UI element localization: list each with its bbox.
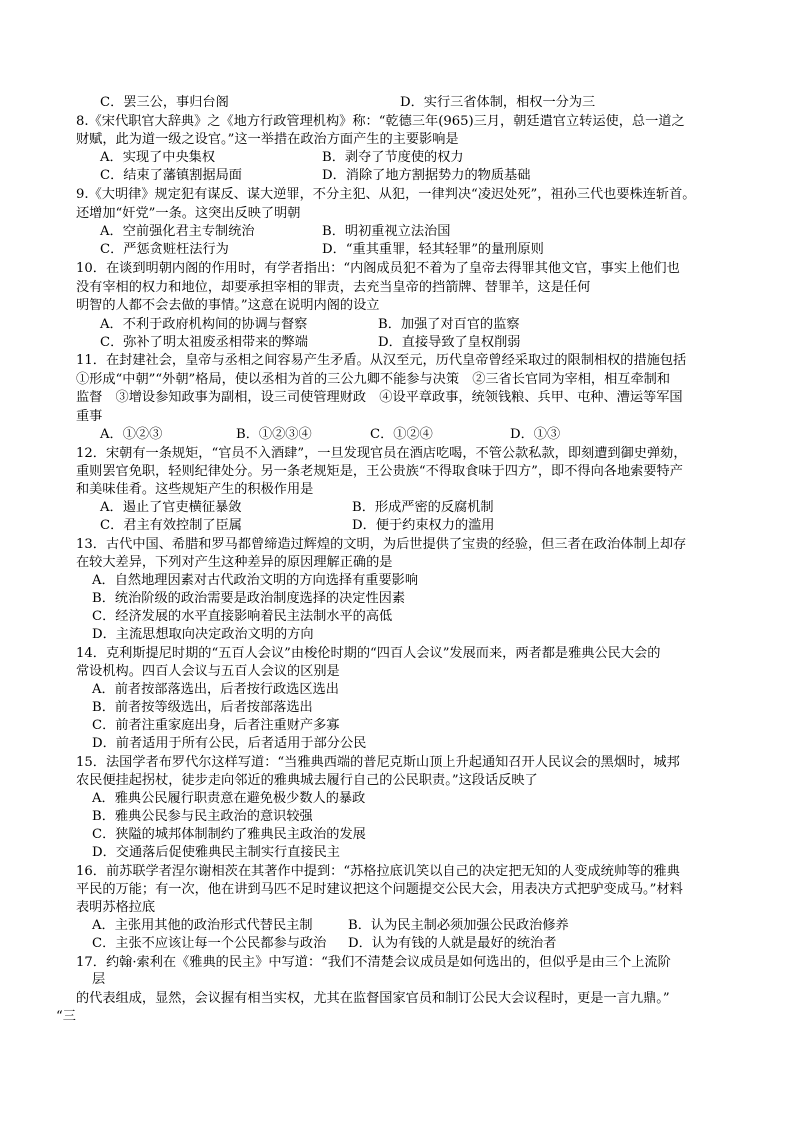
- q11-option-b: B．①②③④: [236, 427, 312, 442]
- q9-stem-line2: 还增加“奸党”一条。这突出反映了明朝: [76, 206, 301, 221]
- q11-option-a: A．①②③: [100, 427, 163, 442]
- q14-option-a: A．前者按部落选出，后者按行政选区选出: [92, 682, 339, 697]
- q13-option-a: A．自然地理因素对古代政治文明的方向选择有重要影响: [92, 573, 419, 588]
- q14-option-d: D．前者适用于所有公民，后者适用于部分公民: [92, 736, 367, 751]
- q12-option-a: A．遏止了官吏横征暴敛: [100, 500, 242, 515]
- q9-option-d: D．“重其重罪，轻其轻罪”的量刑原则: [322, 242, 544, 257]
- q16-stem-line3: 表明苏格拉底: [76, 900, 156, 915]
- q10-stem-line2: 没有宰相的权力和地位，却要承担宰相的罪责，去充当皇帝的挡箭牌、替罪羊，这是任何: [76, 280, 591, 295]
- q15-option-a: A．雅典公民履行职责意在避免极少数人的暴政: [92, 791, 366, 806]
- q15-stem-line2: 农民便挂起拐杖，徒步走向邻近的雅典城去履行自己的公民职责。”这段话反映了: [76, 773, 538, 788]
- q15-stem-line1: 15．法国学者布罗代尔这样写道：“当雅典西端的普尼克斯山顶上升起通知召开人民议会的黑烟时，城邦: [76, 755, 680, 770]
- q8-option-c: C．结束了藩镇割据局面: [100, 168, 242, 183]
- q16-stem-line2: 平民的万能；有一次，他在讲到马匹不足时建议把这个问题提交公民大会，用表决方式把驴变成马。”材料: [76, 882, 683, 897]
- q15-option-b: B．雅典公民参与民主政治的意识较强: [92, 809, 313, 824]
- q10-option-a: A．不利于政府机构间的协调与督察: [100, 317, 308, 332]
- q7-option-c: C．罢三公，事归台阁: [100, 95, 229, 110]
- q17-stem-line2: 层: [92, 972, 106, 987]
- q8-option-a: A．实现了中央集权: [100, 150, 216, 165]
- q9-option-b: B．明初重视立法治国: [322, 224, 451, 239]
- q10-option-c: C．弥补了明太祖废丞相带来的弊端: [100, 335, 308, 350]
- q16-option-a: A．主张用其他的政治形式代替民主制: [92, 918, 313, 933]
- q16-option-c: C．主张不应该让每一个公民都参与政治: [92, 936, 327, 951]
- q17-stem-line3: 的代表组成，显然，会议握有相当实权，尤其在监督国家官员和制订公民大会议程时，更是一言九鼎。”: [76, 991, 670, 1006]
- q8-stem-line2: 财赋，此为道一级之设官。”这一举措在政治方面产生的主要影响是: [76, 132, 459, 147]
- q10-stem-line3: 明智的人都不会去做的事情。”这意在说明内阁的设立: [76, 298, 380, 313]
- q9-option-c: C．严惩贪赃枉法行为: [100, 242, 229, 257]
- q12-stem-line1: 12．宋朝有一条规矩，“官员不入酒肆”，一旦发现官员在酒店吃喝，不管公款私款，即刻遭到御史弹劾，: [76, 446, 687, 461]
- q12-option-d: D．便于约束权力的滥用: [352, 518, 495, 533]
- q13-stem-line1: 13．古代中国、希腊和罗马都曾缔造过辉煌的文明，为后世提供了宝贵的经验，但三者在政治体制上却存: [76, 537, 687, 552]
- q11-stem-line1: 11．在封建社会，皇帝与丞相之间容易产生矛盾。从汉至元，历代皇帝曾经采取过的限制相权的措施包括: [76, 353, 687, 368]
- q17-stem-line1: 17．约翰·索利在《雅典的民主》中写道：“我们不清楚会议成员是如何选出的，但似乎是由三个上流阶: [76, 955, 671, 970]
- q13-option-d: D．主流思想取向决定政治文明的方向: [92, 627, 314, 642]
- q8-stem-line1: 8.《宋代职官大辞典》之《地方行政管理机构》称：“乾德三年(965)三月，朝廷遣官立转运使，总一道之: [76, 114, 685, 129]
- q12-stem-line2: 重则罢官免职，轻则纪律处分。另一条老规矩是，王公贵族“不得取食味于四方”，即不得向各地索要特产: [76, 464, 683, 479]
- q10-option-b: B．加强了对百官的监察: [378, 317, 520, 332]
- q16-option-d: D．认为有钱的人就是最好的统治者: [348, 936, 557, 951]
- q12-option-c: C．君主有效控制了臣属: [100, 518, 242, 533]
- q13-option-b: B．统治阶级的政治需要是政治制度选择的决定性因素: [92, 591, 406, 606]
- q14-option-c: C．前者注重家庭出身，后者注重财产多寡: [92, 718, 340, 733]
- q9-option-a: A．空前强化君主专制统治: [100, 224, 255, 239]
- q15-option-d: D．交通落后促使雅典民主制实行直接民主: [92, 845, 340, 860]
- q16-stem-line1: 16．前苏联学者涅尔谢相茨在其著作中提到：“苏格拉底讥笑以自己的决定把无知的人变成统帅等的雅典: [76, 864, 680, 879]
- q11-stem-line2: ①形成“中朝”“外朝”格局，使以丞相为首的三公九卿不能参与决策 ②三省长官同为宰相，相互牵制和: [76, 372, 671, 387]
- q11-stem-line4: 重事: [76, 409, 103, 424]
- q12-option-b: B．形成严密的反腐机制: [352, 500, 494, 515]
- q10-stem-line1: 10．在谈到明朝内阁的作用时，有学者指出：“内阁成员犯不着为了皇帝去得罪其他文官，事实上他们也: [76, 261, 680, 276]
- q11-stem-line3: 监督 ③增设参知政事为副相，设三司使管理财政 ④设平章政事，统领钱粮、兵甲、屯种、漕运等军国: [76, 390, 683, 405]
- q13-stem-line2: 在较大差异，下列对产生这种差异的原因理解正确的是: [76, 555, 393, 570]
- q9-stem-line1: 9.《大明律》规定犯有谋反、谋大逆罪，不分主犯、从犯，一律判决“凌迟处死”，祖孙三代也要株连斩首。: [76, 187, 696, 202]
- q10-option-d: D．直接导致了皇权削弱: [378, 335, 521, 350]
- q11-option-d: D．①③: [510, 427, 561, 442]
- q14-stem-line1: 14．克利斯提尼时期的“五百人会议”由梭伦时期的“四百人会议”发展而来，两者都是雅典公民大会的: [76, 646, 661, 661]
- q8-option-b: B．剥夺了节度使的权力: [322, 150, 464, 165]
- q14-option-b: B．前者按等级选出，后者按部落选出: [92, 700, 313, 715]
- q8-option-d: D．消除了地方割据势力的物质基础: [322, 168, 531, 183]
- q15-option-c: C．狭隘的城邦体制制约了雅典民主政治的发展: [92, 827, 366, 842]
- q7-option-d: D．实行三省体制，相权一分为三: [400, 95, 596, 110]
- q11-option-c: C．①②④: [370, 427, 433, 442]
- q14-stem-line2: 常设机构。四百人会议与五百人会议的区别是: [76, 664, 340, 679]
- q12-stem-line3: 和美味佳肴。这些规矩产生的积极作用是: [76, 482, 314, 497]
- q13-option-c: C．经济发展的水平直接影响着民主法制水平的高低: [92, 609, 393, 624]
- q17-stem-line4: “三: [56, 1009, 76, 1024]
- q16-option-b: B．认为民主制必须加强公民政治修养: [348, 918, 569, 933]
